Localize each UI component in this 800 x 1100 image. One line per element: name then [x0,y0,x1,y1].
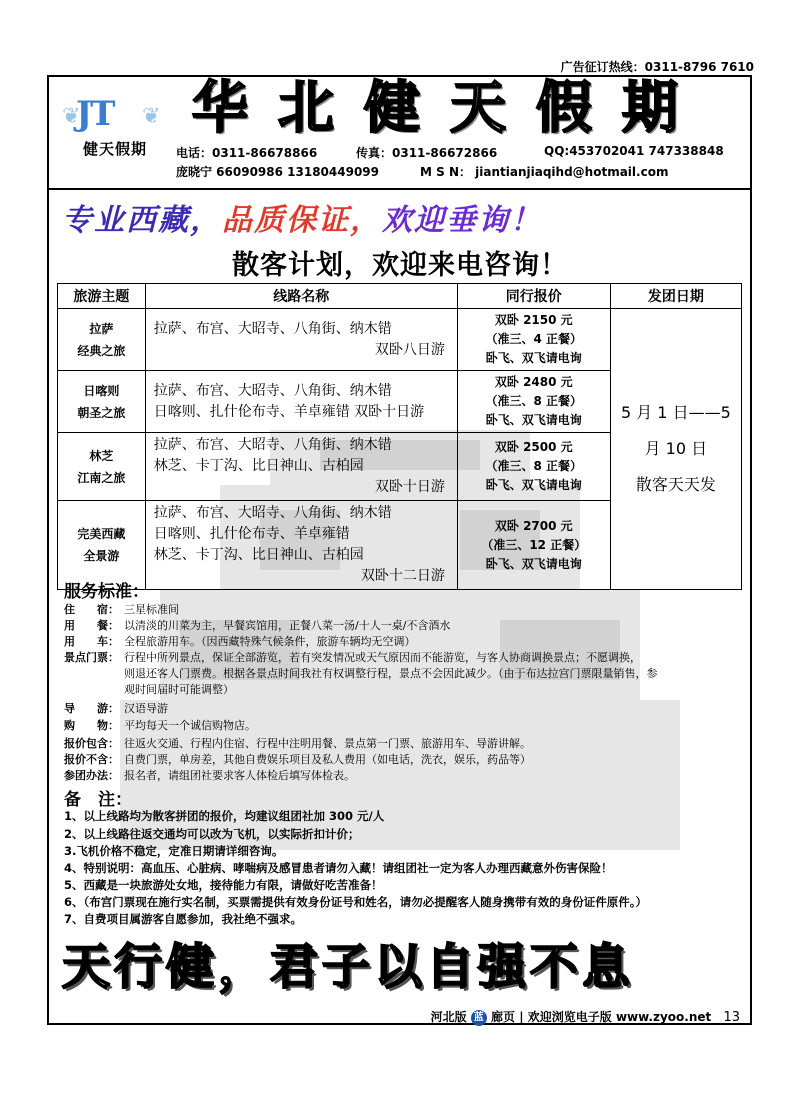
brand-title: 华北健天假期 [192,76,708,141]
header-date: 发团日期 [610,284,741,309]
price-line: 双卧 2150 元 [494,313,573,327]
service-key: 用 车： [64,635,119,648]
service-key: 住 宿： [64,603,119,616]
service-value: 则退还客人门票费。根据各景点时间我社有权调整行程，景点不会因此减少。（由于布达拉宫门票限量销售，参 [124,667,658,680]
ad-hotline: 广告征订热线：0311-8796 7610 [560,60,754,74]
note-item: 2、以上线路往返交通均可以改为飞机，以实际折扣计价； [64,827,360,841]
theme-name: 完美西藏 [77,527,126,541]
note-item: 1、以上线路均为散客拼团的报价，均建议组团社加 300 元/人 [64,809,385,823]
logo-name: 健天假期 [82,140,147,158]
service-value: 全程旅游用车。（因西藏特殊气候条件，旅游车辆均无空调） [124,635,416,648]
edition-badge-icon: 蓝 [471,1010,487,1026]
route-cell [145,309,457,371]
footer-section: 廊页 [490,1010,515,1024]
service-value: 往返火交通、行程内住宿、行程中注明用餐、景点第一门票、旅游用车、导游讲解。 [124,737,531,750]
service-item [64,752,724,768]
route-line: 日喀则、扎什伦布寺、羊卓雍错 [153,526,350,542]
footer-site-link[interactable]: 欢迎浏览电子版 www.zyoo.net [527,1010,712,1024]
route-cell [145,501,457,590]
price-line: （准三、4 正餐） [485,332,583,346]
service-key: 用 餐： [64,619,119,632]
service-title: 服务标准： [64,582,149,602]
service-value: 三星标准间 [124,603,179,616]
header-theme: 旅游主题 [58,284,146,309]
contact-qq: QQ:453702041 747338848 [544,144,724,158]
contact-person: 庞晓宁 66090986 13180449099 [176,165,379,179]
footer [431,1008,740,1026]
route-line: 林芝、卡丁沟、比日神山、古柏园 [153,458,364,474]
service-key: 参团办法： [64,769,119,782]
subtitle: 散客计划，欢迎来电咨询！ [232,250,568,281]
price-cell [457,433,610,501]
table-row [58,309,742,371]
note-item: 6、（布宫门票现在施行实名制，买票需提供有效身份证号和姓名，请勿必提醒客人随身携带有效的身份证件原件。） [64,895,647,909]
service-item [64,718,724,734]
route-duration: 双卧十日游 [374,479,445,495]
route-duration: 双卧十二日游 [360,568,445,584]
note-item: 4、特别说明：高血压、心脏病、哮喘病及感冒患者请勿入藏！请组团社一定为客人办理西藏意外伤害保险！ [64,861,613,875]
price-line: 双卧 2500 元 [494,440,573,454]
price-line: 双卧 2700 元 [494,518,573,533]
service-value: 报名者，请组团社要求客人体检后填写体检表。 [124,769,355,782]
note-item: 7、自费项目属游客自愿参加，我社绝不强求。 [64,912,302,926]
service-value: 行程中所列景点，保证全部游览，若有突发情况或天气原因而不能游览，与客人协商调换景点；不愿调换， [124,651,641,664]
price-line: 卧飞、双飞请电询 [485,413,582,427]
note-item: 3.飞机价格不稳定，定准日期请详细咨询。 [64,844,284,858]
price-cell [457,501,610,590]
tour-table [57,283,742,590]
theme-sub: 江南之旅 [77,470,126,485]
theme-name: 日喀则 [83,383,120,398]
route-line: 林芝、卡丁沟、比日神山、古柏园 [153,547,364,563]
contact-fax: 传真：0311-86672866 [356,146,498,160]
service-key: 报价不含： [64,753,119,766]
service-key: 景点门票： [64,651,119,664]
slogan-part: 专业西藏， [62,203,222,238]
page-number: 13 [723,1010,740,1025]
right-wing-icon: ❦ [142,104,161,129]
price-line: （准三、12 正餐） [481,537,587,552]
price-line: 卧飞、双飞请电询 [485,351,582,365]
theme-sub: 朝圣之旅 [77,405,126,420]
service-item [64,768,724,784]
slogan [62,195,542,239]
price-line: （准三、8 正餐） [485,459,583,473]
service-key: 购 物： [64,719,119,732]
service-item-cont [64,666,724,682]
route-line: 拉萨、布宫、大昭寺、八角街、纳木错 [153,505,392,521]
date-line: 5 月 1 日——5 [620,403,731,422]
slogan-part: 品质保证， [222,203,382,238]
notes-title: 备 注： [64,790,132,810]
slogan-part: 欢迎垂询！ [382,203,542,238]
service-value: 观时间届时可能调整） [124,683,234,696]
theme-name: 拉萨 [89,321,114,336]
motto: 天行健，君子以自强不息 [62,939,635,995]
date-line: 月 10 日 [644,439,708,458]
theme-sub: 全景游 [83,549,120,563]
departure-date-cell [610,309,741,590]
service-item-cont [64,682,724,698]
service-value: 自费门票，单房差，其他自费娱乐项目及私人费用（如电话，洗衣，娱乐，药品等） [124,753,531,766]
service-item [64,650,724,666]
contact-phone: 电话：0311-86678866 [176,146,318,160]
route-cell [145,371,457,433]
contact-msn: M S N： jiantianjiaqihd@hotmail.com [420,165,669,179]
footer-edition: 河北版 [430,1010,467,1024]
route-line: 拉萨、布宫、大昭寺、八角街、纳木错 [153,320,392,337]
route-line: 拉萨、布宫、大昭寺、八角街、纳木错 [153,382,392,399]
price-line: 卧飞、双飞请电询 [485,556,582,571]
logo [60,82,170,172]
service-value: 平均每天一个诚信购物店。 [124,719,256,732]
service-item [64,701,724,717]
route-line: 拉萨、布宫、大昭寺、八角街、纳木错 [153,437,392,453]
price-line: 双卧 2480 元 [494,375,573,389]
header-route: 线路名称 [145,284,457,309]
service-item [64,736,724,752]
price-cell [457,309,610,371]
service-key: 导 游： [64,702,119,715]
logo-mark: JT [76,94,114,134]
price-line: （准三、8 正餐） [485,394,583,408]
route-cell [145,433,457,501]
theme-cell [58,433,146,501]
route-duration: 双卧八日游 [374,341,445,358]
service-item [64,602,724,618]
route-line: 日喀则、扎什伦布寺、羊卓雍错 双卧十日游 [153,403,425,420]
date-line: 散客天天发 [635,475,716,494]
price-line: 卧飞、双飞请电询 [485,478,582,492]
theme-cell [58,309,146,371]
header-divider [49,188,750,190]
header-price: 同行报价 [457,284,610,309]
price-cell [457,371,610,433]
note-item: 5、西藏是一块旅游处女地，接待能力有限，请做好吃苦准备！ [64,878,383,892]
footer-separator: | [519,1010,524,1024]
left-wing-icon: ❦ [62,104,81,129]
service-key: 报价包含： [64,737,119,750]
service-item [64,618,724,634]
service-value: 以清淡的川菜为主，早餐宾馆用，正餐八菜一汤/十人一桌/不含酒水 [124,619,451,632]
service-item [64,634,724,650]
service-value: 汉语导游 [124,702,168,715]
theme-cell [58,371,146,433]
theme-sub: 经典之旅 [77,343,126,358]
theme-name: 林芝 [89,448,114,463]
